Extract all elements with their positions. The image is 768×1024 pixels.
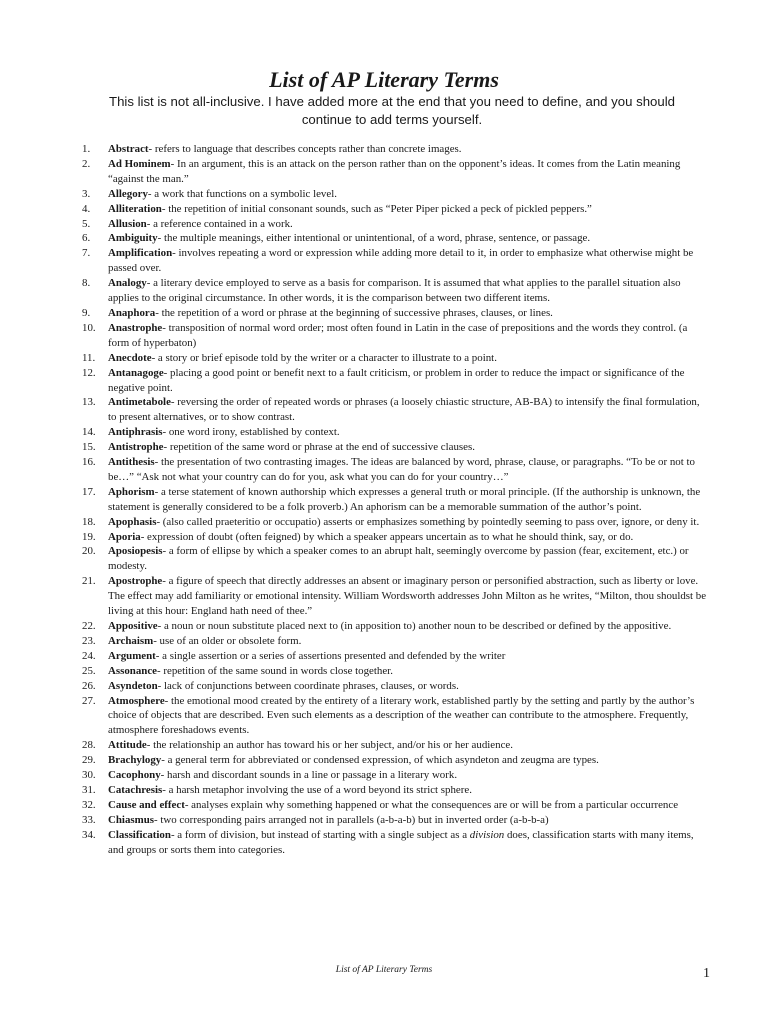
list-item: [76, 574, 708, 619]
item-number: 31.: [82, 783, 96, 796]
item-number: 13.: [82, 396, 96, 409]
term-definition: - the presentation of two contrasting images. The ideas are balanced by word, phrase, clause, or paragraphs. “To be or not to be…” “Ask not what your country can do for you, ask what you can do for your country…”: [108, 456, 695, 483]
definition-emphasis: division: [469, 828, 505, 841]
term-name: Antiphrasis: [108, 426, 163, 439]
term-name: Argument: [108, 649, 156, 662]
term-definition: - lack of conjunctions between coordinate phrases, clauses, or words.: [157, 679, 459, 692]
term-name: Analogy: [108, 277, 147, 290]
term-definition: - refers to language that describes concepts rather than concrete images.: [148, 143, 462, 155]
list-item: [76, 530, 708, 545]
term-name: Apostrophe: [108, 575, 163, 588]
term-name: Allegory: [108, 187, 148, 200]
list-item: [76, 828, 708, 858]
list-item: [76, 351, 708, 366]
term-name: Anastrophe: [108, 321, 163, 334]
term-name: Ad Hominem: [108, 157, 171, 170]
term-definition: - placing a good point or benefit next to a fault criticism, or problem in order to reduce the impact or significance of the negative point.: [108, 366, 685, 394]
term-definition: - a noun or noun substitute placed next to (in apposition to) another noun to be described or defined by the appositive.: [157, 620, 672, 632]
item-number: 25.: [82, 664, 96, 677]
item-number: 4.: [82, 202, 91, 215]
item-number: 23.: [82, 634, 96, 647]
item-number: 30.: [82, 769, 96, 782]
item-number: 26.: [82, 679, 96, 692]
term-definition: - (also called praeteritio or occupatio) asserts or emphasizes something by pointedly seeming to pass over, ignore, or deny it.: [156, 515, 700, 528]
list-item: [76, 649, 708, 664]
item-number: 12.: [82, 366, 96, 379]
list-item: [76, 276, 708, 306]
term-definition: - the repetition of a word or phrase at the beginning of successive phrases, clauses, or lines.: [155, 306, 553, 319]
term-definition: - harsh and discordant sounds in a line or passage in a literary work.: [160, 769, 458, 782]
term-name: Atmosphere: [108, 694, 165, 707]
list-item: [76, 753, 708, 768]
list-item: [76, 440, 708, 455]
term-name: Antithesis: [108, 456, 155, 469]
item-number: 32.: [82, 798, 96, 811]
term-name: Attitude: [108, 739, 147, 752]
list-item: [76, 515, 708, 530]
terms-list: [76, 142, 708, 858]
list-item: [76, 768, 708, 783]
item-number: 20.: [82, 545, 96, 558]
term-name: Antanagoge: [108, 366, 164, 379]
term-name: Anaphora: [108, 306, 156, 319]
item-number: 7.: [82, 247, 91, 260]
term-definition: - a general term for abbreviated or condensed expression, of which asyndeton and zeugma are types.: [161, 754, 599, 767]
term-definition: - the emotional mood created by the entirety of a literary work, established partly by the setting and partly by the author’s choice of objects that are described. Even such elements as a description of the weather can contribute to the atmosphere. Frequently, atmosphere foreshadows events.: [108, 694, 695, 737]
list-item: [76, 485, 708, 515]
term-name: Abstract: [108, 143, 149, 155]
list-item: [76, 619, 708, 634]
item-number: 34.: [82, 828, 96, 841]
term-definition: - two corresponding pairs arranged not in parallels (a-b-a-b) but in inverted order (a-b-b-a): [154, 813, 549, 826]
term-definition: - use of an older or obsolete form.: [153, 634, 302, 647]
term-definition: - the repetition of initial consonant sounds, such as “Peter Piper picked a peck of pickled peppers.”: [161, 202, 592, 215]
item-number: 19.: [82, 530, 96, 543]
term-name: Asyndeton: [108, 679, 158, 692]
item-number: 5.: [82, 217, 91, 230]
term-definition: - repetition of the same sound in words close together.: [157, 664, 393, 677]
list-item: [76, 306, 708, 321]
list-item: [76, 321, 708, 351]
item-number: 2.: [82, 157, 91, 170]
term-name: Catachresis: [108, 783, 163, 796]
term-name: Cause and effect: [108, 798, 185, 811]
list-item: [76, 395, 708, 425]
term-definition: - In an argument, this is an attack on the person rather than on the opponent’s ideas. It comes from the Latin meaning “against the man.”: [108, 157, 681, 185]
list-item: [76, 187, 708, 202]
term-name: Archaism: [108, 634, 154, 647]
term-name: Classification: [108, 828, 171, 841]
list-item: [76, 231, 708, 246]
page-title: List of AP Literary Terms: [269, 67, 499, 92]
item-number: 29.: [82, 754, 96, 767]
item-number: 16.: [82, 456, 96, 469]
definition-part: - a form of division, but instead of starting with a single subject as a: [170, 828, 470, 841]
list-item: [76, 783, 708, 798]
list-item: [76, 664, 708, 679]
term-definition: - analyses explain why something happened or what the consequences are or will be from a particular occurrence: [184, 798, 679, 811]
term-name: Assonance: [108, 664, 158, 677]
list-item: [76, 202, 708, 217]
footer-title: List of AP Literary Terms: [335, 965, 433, 975]
item-number: 6.: [82, 232, 91, 245]
list-item: [76, 694, 708, 739]
list-item: [76, 798, 708, 813]
list-item: [76, 366, 708, 396]
term-definition: - a form of ellipse by which a speaker comes to an abrupt halt, seemingly overcome by passion (fear, excitement, etc.) or modesty.: [108, 545, 689, 573]
term-name: Anecdote: [108, 351, 152, 364]
term-name: Ambiguity: [108, 232, 158, 245]
item-number: 24.: [82, 649, 96, 662]
term-definition: - repetition of the same word or phrase at the end of successive clauses.: [163, 441, 475, 454]
item-number: 18.: [82, 515, 96, 528]
term-definition: [108, 829, 694, 856]
item-number: 17.: [82, 485, 96, 498]
term-name: Alliteration: [108, 202, 162, 215]
item-number: 22.: [82, 620, 96, 632]
term-name: Aposiopesis: [108, 545, 163, 558]
item-number: 27.: [82, 694, 96, 707]
list-item: [76, 813, 708, 828]
list-item: [76, 455, 708, 485]
item-number: 9.: [82, 306, 91, 319]
list-item: [76, 157, 708, 187]
item-number: 21.: [82, 575, 96, 588]
term-definition: - a harsh metaphor involving the use of a word beyond its strict sphere.: [162, 783, 472, 796]
list-item: [76, 738, 708, 753]
term-name: Apophasis: [108, 515, 157, 528]
page-subtitle: This list is not all-inclusive. I have added more at the end that you need to define, and you should continue to add terms yourself.: [109, 94, 675, 127]
term-name: Amplification: [108, 247, 173, 260]
term-definition: - reversing the order of repeated words or phrases (a loosely chiastic structure, AB-BA) to intensify the final formulation, to present alternatives, or to show contrast.: [108, 396, 700, 424]
item-number: 1.: [82, 143, 91, 155]
term-name: Brachylogy: [108, 754, 162, 767]
term-definition: - a figure of speech that directly addresses an absent or imaginary person or personified abstraction, such as liberty or love. The effect may add familiarity or emotional intensity. William Wordsworth addresses John Milton as he writes, “Milton, thou shouldst be living at this hour: England hath need of thee.”: [108, 575, 707, 618]
term-name: Antistrophe: [108, 441, 164, 454]
list-item: [76, 142, 708, 157]
list-item: [76, 246, 708, 276]
item-number: 28.: [82, 739, 96, 752]
term-definition: - a literary device employed to serve as a basis for comparison. It is assumed that what applies to the parallel situation also applies to the original circumstance. In other words, it is the comparison between two different items.: [108, 277, 681, 305]
term-name: Aphorism: [108, 485, 155, 498]
term-definition: - involves repeating a word or expression while adding more detail to it, in order to emphasize what otherwise might be passed over.: [108, 247, 694, 275]
term-name: Aporia: [108, 530, 141, 543]
list-item: [76, 425, 708, 440]
page-number: 1: [703, 966, 710, 981]
term-definition: - a single assertion or a series of assertions presented and defended by the writer: [155, 649, 506, 662]
list-item: [76, 217, 708, 232]
list-item: [76, 679, 708, 694]
list-item: [76, 634, 708, 649]
term-definition: - the relationship an author has toward his or her subject, and/or his or her audience.: [146, 739, 513, 752]
term-name: Antimetabole: [108, 396, 171, 409]
term-definition: - transposition of normal word order; most often found in Latin in the case of prepositions and the words they control. (a form of hyperbaton): [108, 321, 688, 349]
term-definition: - expression of doubt (often feigned) by which a speaker appears uncertain as to what he should think, say, or do.: [140, 530, 634, 543]
item-number: 33.: [82, 813, 96, 826]
term-name: Cacophony: [108, 769, 161, 782]
term-name: Chiasmus: [108, 813, 154, 826]
definition-part: does, classification starts with many items, and groups or sorts them into categories.: [108, 828, 694, 856]
item-number: 14.: [82, 426, 96, 439]
term-definition: - a terse statement of known authorship which expresses a general truth or moral principle. (If the authorship is unknown, the statement is generally considered to be a folk proverb.) An aphorism can be a memorable summation of the author’s point.: [108, 485, 701, 513]
term-definition: - a story or brief episode told by the writer or a character to illustrate to a point.: [151, 351, 497, 364]
item-number: 10.: [82, 321, 96, 334]
item-number: 11.: [82, 351, 96, 364]
term-name: Appositive: [108, 620, 158, 632]
term-definition: - a reference contained in a work.: [146, 217, 293, 230]
term-definition: - the multiple meanings, either intentional or unintentional, of a word, phrase, sentence, or passage.: [157, 232, 591, 245]
term-definition: - a work that functions on a symbolic level.: [147, 187, 337, 200]
item-number: 8.: [82, 277, 91, 290]
item-number: 3.: [82, 187, 91, 200]
list-item: [76, 544, 708, 574]
term-name: Allusion: [108, 217, 147, 230]
term-definition: - one word irony, established by context.: [162, 426, 340, 439]
item-number: 15.: [82, 441, 96, 454]
